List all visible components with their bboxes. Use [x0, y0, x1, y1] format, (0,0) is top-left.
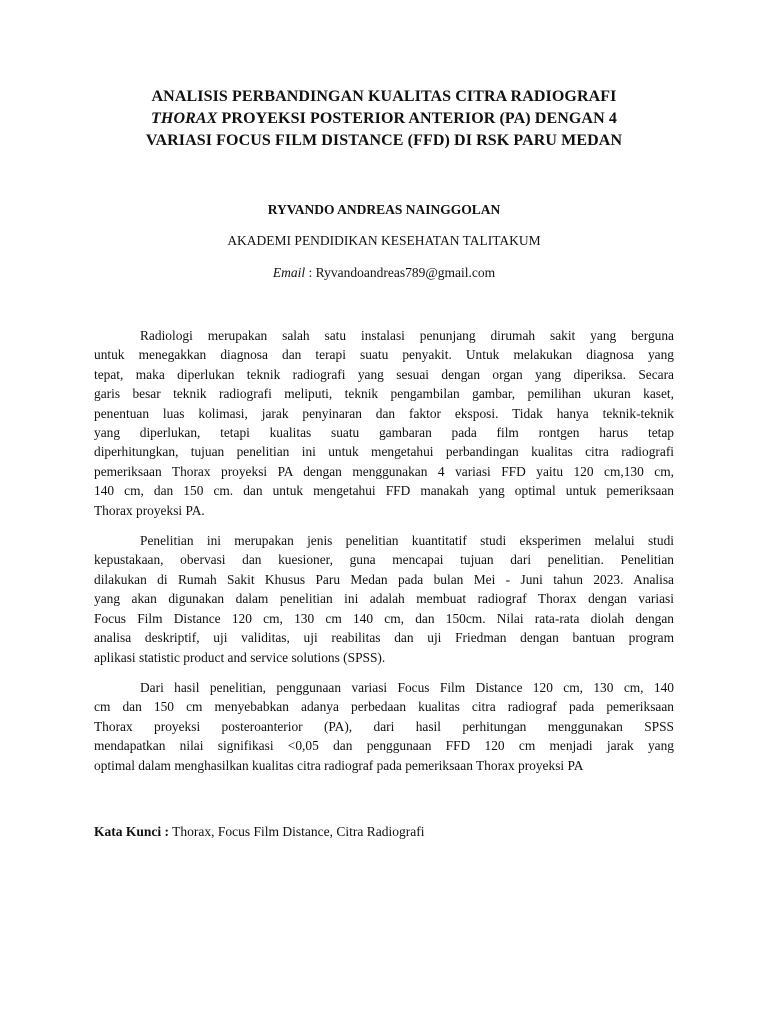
abstract-line: garis besar teknik radiografi meliputi, teknik pengambilan gambar, pemilihan ukuran kaset, — [94, 386, 674, 402]
abstract-line: penentuan luas kolimasi, jarak penyinaran dan faktor eksposi. Tidak hanya teknik-teknik — [94, 405, 674, 421]
email-address: Ryvandoandreas789@gmail.com — [315, 265, 496, 280]
author-name: RYVANDO ANDREAS NAINGGOLAN — [267, 202, 501, 217]
email-label: Email — [272, 265, 306, 280]
abstract-line: Focus Film Distance 120 cm, 130 cm 140 cm, dan 150cm. Nilai rata-rata diolah dengan — [94, 610, 674, 626]
abstract-line: mendapatkan nilai signifikasi <0,05 dan penggunaan FFD 120 cm menjadi jarak yang — [94, 738, 674, 754]
affiliation: AKADEMI PENDIDIKAN KESEHATAN TALITAKUM — [227, 233, 541, 248]
abstract-line: diperhitungkan, tujuan penelitian ini untuk mengetahui perbandingan kualitas citra radiografi — [94, 444, 674, 460]
abstract-line: 140 cm, dan 150 cm. dan untuk mengetahui FFD manakah yang optimal untuk pemeriksaan — [94, 483, 674, 499]
abstract-line: aplikasi statistic product and service solutions (SPSS). — [94, 649, 386, 665]
abstract-line: Thorax proyeksi posteroanterior (PA), dari hasil perhitungan menggunakan SPSS — [94, 718, 674, 734]
email-separator: : — [305, 265, 316, 280]
title-line-3: VARIASI FOCUS FILM DISTANCE (FFD) DI RSK PARU MEDAN — [145, 132, 623, 149]
abstract-line: Thorax proyeksi PA. — [94, 502, 205, 518]
abstract-body — [94, 326, 674, 786]
abstract-paragraph — [94, 531, 674, 667]
abstract-paragraph — [94, 326, 674, 520]
title-italic-word: THORAX — [151, 110, 218, 127]
abstract-line: kepustakaan, obervasi dan kuesioner, guna mencapai tujuan dari penelitian. Penelitian — [94, 552, 674, 568]
abstract-line: analisa deskriptif, uji validitas, uji reabilitas dan uji Friedman dengan bantuan program — [94, 630, 674, 646]
keywords-label: Kata Kunci : — [94, 824, 170, 839]
abstract-line: yang diperlukan, tetapi kualitas suatu gambaran pada film rontgen harus tetap — [94, 425, 674, 441]
title-line-2-rest: PROYEKSI POSTERIOR ANTERIOR (PA) DENGAN 4 — [217, 110, 617, 127]
abstract-line: cm dan 150 cm menyebabkan adanya perbedaan kualitas citra radiograf pada pemeriksaan — [94, 699, 674, 715]
keywords-line — [94, 822, 674, 841]
abstract-line: dilakukan di Rumah Sakit Khusus Paru Medan pada bulan Mei - Juni tahun 2023. Analisa — [94, 571, 674, 587]
abstract-line: tepat, maka diperlukan teknik radiografi yang sesuai dengan organ yang diperiksa. Secara — [94, 366, 674, 382]
title-line-2 — [90, 108, 678, 130]
email-line — [0, 264, 768, 282]
keywords-value: Thorax, Focus Film Distance, Citra Radiografi — [169, 824, 425, 839]
abstract-line: optimal dalam menghasilkan kualitas citra radiograf pada pemeriksaan Thorax proyeksi PA — [94, 757, 584, 773]
abstract-paragraph — [94, 678, 674, 775]
abstract-line: pemeriksaan Thorax proyeksi PA dengan menggunakan 4 variasi FFD yaitu 120 cm,130 cm, — [94, 463, 674, 479]
abstract-line: yang akan digunakan dalam penelitian ini adalah membuat radiograf Thorax dengan variasi — [94, 591, 674, 607]
abstract-line: Dari hasil penelitian, penggunaan variasi Focus Film Distance 120 cm, 130 cm, 140 — [140, 679, 674, 695]
abstract-line: Penelitian ini merupakan jenis penelitian kuantitatif studi eksperimen melalui studi — [140, 533, 674, 549]
abstract-line: untuk menegakkan diagnosa dan terapi suatu penyakit. Untuk melakukan diagnosa yang — [94, 347, 674, 363]
abstract-line: Radiologi merupakan salah satu instalasi penunjang dirumah sakit yang berguna — [140, 328, 674, 343]
paper-title — [90, 86, 678, 152]
title-line-1: ANALISIS PERBANDINGAN KUALITAS CITRA RADIOGRAFI — [151, 88, 617, 105]
